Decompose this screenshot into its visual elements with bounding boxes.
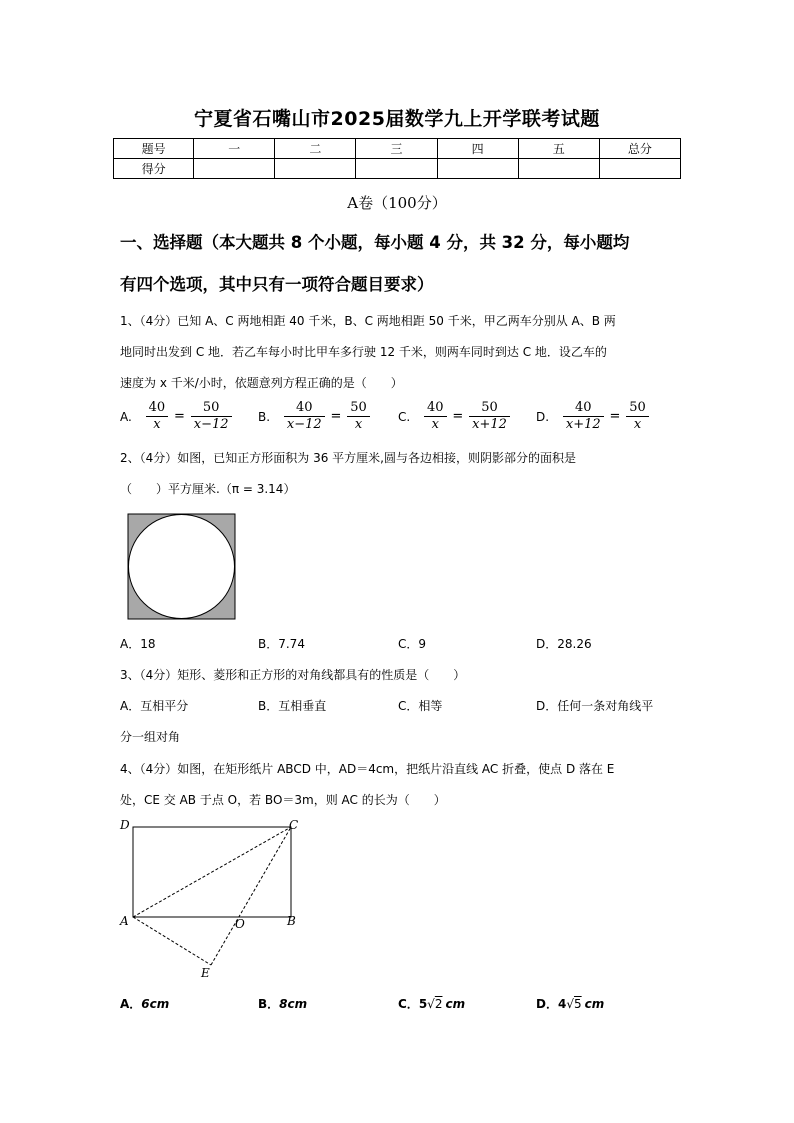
score-table-cell: 四 (437, 139, 518, 159)
question-4-option-d[interactable]: D．4√5 cm (536, 997, 605, 1011)
question-3-option-b[interactable]: B．互相垂直 (258, 699, 327, 713)
question-4-option-c[interactable]: C．5√2 cm (398, 997, 466, 1011)
question-2-option-d[interactable]: D．28.26 (536, 637, 592, 651)
score-input-cell[interactable] (275, 159, 356, 179)
score-input-cell[interactable] (518, 159, 599, 179)
score-table-cell: 得分 (114, 159, 194, 179)
fraction-left: $\frac{40}{x}$ (424, 400, 447, 433)
score-input-cell[interactable] (194, 159, 275, 179)
label-a: A (120, 914, 129, 928)
score-input-cell[interactable] (356, 159, 437, 179)
question-2-line1: 2、（4分）如图，已知正方形面积为 36 平方厘米,圆与各边相接，则阴影部分的面积是 (120, 451, 576, 465)
question-3-option-d[interactable]: D．任何一条对角线平 (536, 699, 654, 713)
option-label: A. (120, 409, 132, 424)
question-3-option-a[interactable]: A．互相平分 (120, 699, 189, 713)
score-table-cell: 题号 (114, 139, 194, 159)
question-3-line2: 分一组对角 (120, 730, 181, 744)
option-label: C. (398, 409, 411, 424)
folded-rectangle-figure (115, 815, 315, 983)
question-2-option-a[interactable]: A．18 (120, 637, 156, 651)
label-d: D (120, 818, 130, 832)
page-title: 宁夏省石嘴山市2025届数学九上开学联考试题 (194, 108, 600, 130)
score-table-cell: 三 (356, 139, 437, 159)
question-2-line2: （ ）平方厘米.（π = 3.14） (120, 482, 296, 496)
section-title: A卷（100分） (347, 194, 447, 212)
fraction-right: $\frac{50}{x}$ (626, 400, 649, 433)
question-1-line2: 地同时出发到 C 地．若乙车每小时比甲车多行驶 12 千米，则两车同时到达 C 地．设乙车的 (120, 345, 607, 359)
fraction-right: $\frac{50}{x+12}$ (469, 400, 510, 433)
question-2-option-b[interactable]: B．7.74 (258, 637, 305, 651)
segment-ce (211, 827, 291, 965)
score-table-score-row (114, 159, 681, 179)
label-o: O (235, 917, 245, 931)
question-4-option-a[interactable]: A．6cm (120, 997, 170, 1011)
label-e: E (201, 966, 210, 980)
option-label: B. (258, 409, 271, 424)
question-1-option-b[interactable]: B. $\frac{40}{x-12}$ = $\frac{50}{x}$ (258, 400, 370, 433)
question-4-option-b[interactable]: B．8cm (258, 997, 308, 1011)
inscribed-circle (129, 515, 235, 619)
fraction-right: $\frac{50}{x}$ (347, 400, 370, 433)
score-table-header-row (114, 139, 681, 159)
option-label: D. (536, 409, 550, 424)
score-input-cell[interactable] (437, 159, 518, 179)
question-1-line3: 速度为 x 千米/小时，依题意列方程正确的是（ ） (120, 376, 403, 390)
question-1-option-d[interactable]: D. $\frac{40}{x+12}$ = $\frac{50}{x}$ (536, 400, 649, 433)
question-3-option-c[interactable]: C．相等 (398, 699, 443, 713)
segment-ae (133, 917, 211, 965)
part-heading-line1: 一、选择题（本大题共 8 个小题，每小题 4 分，共 32 分，每小题均 (120, 233, 630, 252)
question-1-option-a[interactable]: A. $\frac{40}{x}$ = $\frac{50}{x-12}$ (120, 400, 232, 433)
question-4-line2: 处，CE 交 AB 于点 O，若 BO＝3m，则 AC 的长为（ ） (120, 793, 446, 807)
score-table-cell: 五 (518, 139, 599, 159)
fraction-left: $\frac{40}{x-12}$ (284, 400, 325, 433)
fraction-left: $\frac{40}{x+12}$ (563, 400, 604, 433)
label-c: C (289, 818, 299, 832)
question-4-line1: 4、（4分）如图，在矩形纸片 ABCD 中，AD＝4cm，把纸片沿直线 AC 折叠，使点 D 落在 E (120, 762, 615, 776)
part-heading-line2: 有四个选项，其中只有一项符合题目要求） (120, 275, 434, 294)
fraction-left: $\frac{40}{x}$ (146, 400, 169, 433)
fraction-right: $\frac{50}{x-12}$ (191, 400, 232, 433)
question-3-line1: 3、（4分）矩形、菱形和正方形的对角线都具有的性质是（ ） (120, 668, 466, 682)
score-table-cell: 总分 (599, 139, 680, 159)
score-table-cell: 一 (194, 139, 275, 159)
question-1-line1: 1、（4分）已知 A、C 两地相距 40 千米，B、C 两地相距 50 千米，甲乙两车分别从 A、B 两 (120, 314, 616, 328)
score-table (113, 138, 681, 179)
label-b: B (287, 914, 296, 928)
diagonal-ac (133, 827, 291, 917)
score-table-cell: 二 (275, 139, 356, 159)
square-circle-figure (127, 513, 237, 621)
score-input-cell[interactable] (599, 159, 680, 179)
question-1-option-c[interactable]: C. $\frac{40}{x}$ = $\frac{50}{x+12}$ (398, 400, 510, 433)
question-2-option-c[interactable]: C．9 (398, 637, 427, 651)
